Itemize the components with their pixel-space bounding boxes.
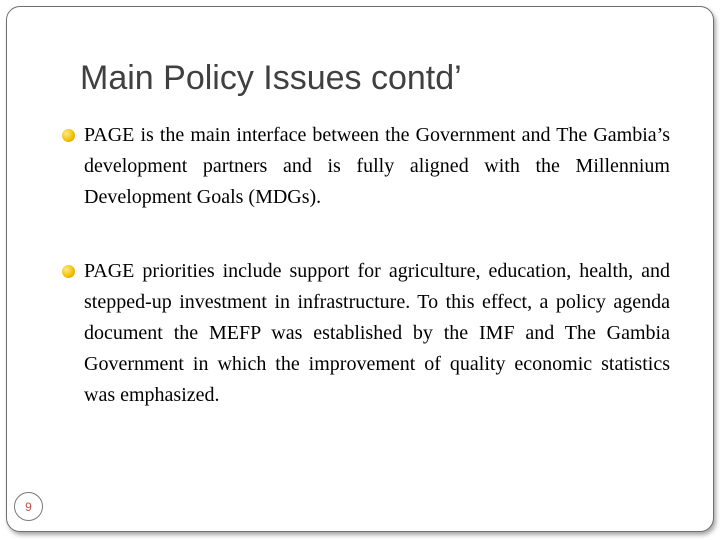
bullet-item-page-interface bbox=[62, 120, 670, 213]
bullet-dot-icon bbox=[62, 265, 75, 278]
bullet-dot-icon bbox=[62, 129, 75, 142]
bullet-text: PAGE priorities include support for agriculture, education, health, and stepped-up investment in infrastructure. To this effect, a policy agenda document the MEFP was established by the IMF and The Gambia Government in which the improvement of quality economic statistics was emphasized. bbox=[84, 260, 670, 406]
bullet-item-page-priorities bbox=[62, 256, 670, 411]
page-number: 9 bbox=[25, 499, 32, 514]
bullet-text: PAGE is the main interface between the Government and The Gambia’s development partners and is fully aligned with the Millennium Development Goals (MDGs). bbox=[84, 124, 670, 208]
bullet-list bbox=[62, 120, 670, 411]
page-number-badge bbox=[14, 492, 43, 521]
slide-title: Main Policy Issues contd’ bbox=[80, 59, 462, 97]
